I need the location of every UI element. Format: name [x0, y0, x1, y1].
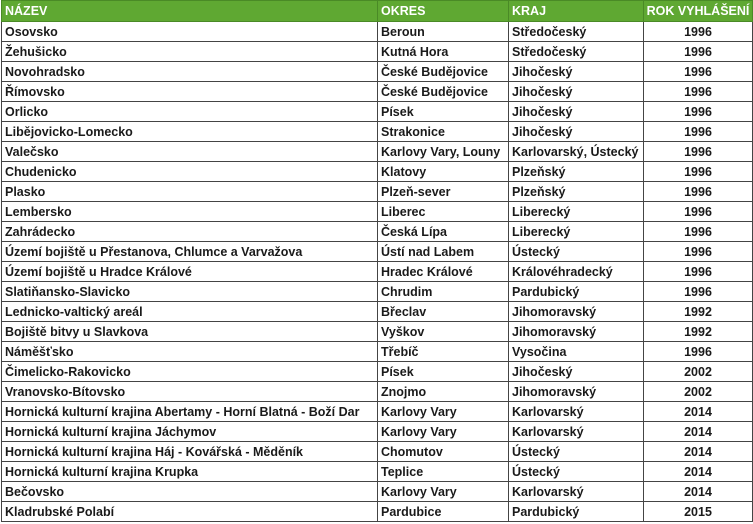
table-row — [2, 482, 753, 502]
cell-rok[interactable]: 1996 — [644, 42, 753, 62]
cell-nazev[interactable]: Slatiňansko-Slavicko — [2, 282, 378, 302]
table-row — [2, 102, 753, 122]
cell-nazev[interactable]: Římovsko — [2, 82, 378, 102]
cell-okres[interactable]: Hradec Králové — [378, 262, 509, 282]
cell-rok[interactable]: 1996 — [644, 102, 753, 122]
cell-nazev[interactable]: Bečovsko — [2, 482, 378, 502]
table-row — [2, 202, 753, 222]
cell-okres[interactable]: Karlovy Vary — [378, 422, 509, 442]
cell-rok[interactable]: 2015 — [644, 502, 753, 522]
cell-okres[interactable]: Karlovy Vary, Louny — [378, 142, 509, 162]
table-row — [2, 342, 753, 362]
table-row — [2, 462, 753, 482]
cell-kraj[interactable]: Jihočeský — [509, 82, 644, 102]
cell-okres[interactable]: Karlovy Vary — [378, 482, 509, 502]
table-row — [2, 222, 753, 242]
table-row — [2, 142, 753, 162]
cell-kraj[interactable]: Středočeský — [509, 22, 644, 42]
cell-nazev[interactable]: Bojiště bitvy u Slavkova — [2, 322, 378, 342]
table-row — [2, 502, 753, 522]
header-nazev[interactable]: NÁZEV — [2, 1, 378, 22]
cell-kraj[interactable]: Karlovarský — [509, 422, 644, 442]
cell-rok[interactable]: 1996 — [644, 122, 753, 142]
cell-okres[interactable]: České Budějovice — [378, 82, 509, 102]
table-row — [2, 302, 753, 322]
cell-rok[interactable]: 1996 — [644, 162, 753, 182]
cell-kraj[interactable]: Plzeňský — [509, 182, 644, 202]
cell-nazev[interactable]: Hornická kulturní krajina Jáchymov — [2, 422, 378, 442]
cell-rok[interactable]: 2014 — [644, 462, 753, 482]
cell-rok[interactable]: 1992 — [644, 302, 753, 322]
cell-kraj[interactable]: Karlovarský — [509, 402, 644, 422]
table-row — [2, 82, 753, 102]
cell-okres[interactable]: Liberec — [378, 202, 509, 222]
cell-kraj[interactable]: Ústecký — [509, 442, 644, 462]
cell-okres[interactable]: Klatovy — [378, 162, 509, 182]
cell-nazev[interactable]: Valečsko — [2, 142, 378, 162]
cell-okres[interactable]: Plzeň-sever — [378, 182, 509, 202]
header-row — [2, 1, 753, 22]
header-kraj[interactable]: KRAJ — [509, 1, 644, 22]
cell-nazev[interactable]: Kladrubské Polabí — [2, 502, 378, 522]
cell-okres[interactable]: Strakonice — [378, 122, 509, 142]
cell-nazev[interactable]: Lednicko-valtický areál — [2, 302, 378, 322]
cell-nazev[interactable]: Orlicko — [2, 102, 378, 122]
cell-kraj[interactable]: Jihomoravský — [509, 382, 644, 402]
cell-nazev[interactable]: Plasko — [2, 182, 378, 202]
cell-nazev[interactable]: Libějovicko-Lomecko — [2, 122, 378, 142]
cell-rok[interactable]: 1996 — [644, 62, 753, 82]
cell-nazev[interactable]: Vranovsko-Bítovsko — [2, 382, 378, 402]
table-row — [2, 422, 753, 442]
cell-okres[interactable]: Třebíč — [378, 342, 509, 362]
table-row — [2, 22, 753, 42]
cell-rok[interactable]: 2002 — [644, 382, 753, 402]
table-row — [2, 42, 753, 62]
cell-rok[interactable]: 1996 — [644, 182, 753, 202]
cell-kraj[interactable]: Liberecký — [509, 202, 644, 222]
table-row — [2, 262, 753, 282]
cell-kraj[interactable]: Královéhradecký — [509, 262, 644, 282]
table-row — [2, 122, 753, 142]
cell-kraj[interactable]: Ústecký — [509, 242, 644, 262]
cell-okres[interactable]: Znojmo — [378, 382, 509, 402]
cell-kraj[interactable]: Pardubický — [509, 502, 644, 522]
table-row — [2, 62, 753, 82]
cell-okres[interactable]: Ústí nad Labem — [378, 242, 509, 262]
cell-okres[interactable]: Kutná Hora — [378, 42, 509, 62]
cell-kraj[interactable]: Jihočeský — [509, 62, 644, 82]
cell-kraj[interactable]: Vysočina — [509, 342, 644, 362]
table-row — [2, 242, 753, 262]
cell-rok[interactable]: 2014 — [644, 422, 753, 442]
cell-kraj[interactable]: Liberecký — [509, 222, 644, 242]
cell-rok[interactable]: 1996 — [644, 262, 753, 282]
table-row — [2, 382, 753, 402]
cell-kraj[interactable]: Jihočeský — [509, 122, 644, 142]
cell-kraj[interactable]: Ústecký — [509, 462, 644, 482]
cell-rok[interactable]: 2014 — [644, 442, 753, 462]
cell-rok[interactable]: 1996 — [644, 242, 753, 262]
cell-nazev[interactable]: Náměšťsko — [2, 342, 378, 362]
cell-kraj[interactable]: Jihomoravský — [509, 302, 644, 322]
cell-rok[interactable]: 1996 — [644, 202, 753, 222]
cell-rok[interactable]: 1996 — [644, 282, 753, 302]
cell-kraj[interactable]: Středočeský — [509, 42, 644, 62]
header-rok-vyhlaseni[interactable]: ROK VYHLÁŠENÍ — [644, 1, 753, 22]
cell-nazev[interactable]: Území bojiště u Přestanova, Chlumce a Varvažova — [2, 242, 378, 262]
cell-rok[interactable]: 1996 — [644, 222, 753, 242]
cell-nazev[interactable]: Hornická kulturní krajina Krupka — [2, 462, 378, 482]
cell-nazev[interactable]: Novohradsko — [2, 62, 378, 82]
table-body — [2, 22, 753, 522]
cell-nazev[interactable]: Hornická kulturní krajina Háj - Kovářská - Měděník — [2, 442, 378, 462]
cell-kraj[interactable]: Pardubický — [509, 282, 644, 302]
cell-kraj[interactable]: Jihočeský — [509, 102, 644, 122]
table-row — [2, 322, 753, 342]
cell-nazev[interactable]: Území bojiště u Hradce Králové — [2, 262, 378, 282]
cell-nazev[interactable]: Lembersko — [2, 202, 378, 222]
cell-rok[interactable]: 2014 — [644, 402, 753, 422]
cell-kraj[interactable]: Karlovarský — [509, 482, 644, 502]
table-row — [2, 182, 753, 202]
cell-okres[interactable]: Pardubice — [378, 502, 509, 522]
cell-nazev[interactable]: Čimelicko-Rakovicko — [2, 362, 378, 382]
table-row — [2, 282, 753, 302]
cell-okres[interactable]: Břeclav — [378, 302, 509, 322]
cell-rok[interactable]: 2014 — [644, 482, 753, 502]
cell-kraj[interactable]: Karlovarský, Ústecký — [509, 142, 644, 162]
table-row — [2, 362, 753, 382]
cell-rok[interactable]: 1996 — [644, 142, 753, 162]
header-okres[interactable]: OKRES — [378, 1, 509, 22]
cell-okres[interactable]: Chomutov — [378, 442, 509, 462]
cell-kraj[interactable]: Jihočeský — [509, 362, 644, 382]
cell-okres[interactable]: Karlovy Vary — [378, 402, 509, 422]
cell-okres[interactable]: Beroun — [378, 22, 509, 42]
cell-rok[interactable]: 1992 — [644, 322, 753, 342]
cell-nazev[interactable]: Osovsko — [2, 22, 378, 42]
cell-okres[interactable]: Česká Lípa — [378, 222, 509, 242]
cell-kraj[interactable]: Plzeňský — [509, 162, 644, 182]
cell-okres[interactable]: České Budějovice — [378, 62, 509, 82]
cell-okres[interactable]: Chrudim — [378, 282, 509, 302]
cell-nazev[interactable]: Žehušicko — [2, 42, 378, 62]
cell-kraj[interactable]: Jihomoravský — [509, 322, 644, 342]
cell-rok[interactable]: 1996 — [644, 342, 753, 362]
cell-nazev[interactable]: Zahrádecko — [2, 222, 378, 242]
cell-nazev[interactable]: Chudenicko — [2, 162, 378, 182]
cell-okres[interactable]: Písek — [378, 362, 509, 382]
table-row — [2, 442, 753, 462]
cell-rok[interactable]: 1996 — [644, 82, 753, 102]
landscape-zones-table — [1, 0, 753, 522]
cell-okres[interactable]: Písek — [378, 102, 509, 122]
table-row — [2, 162, 753, 182]
cell-okres[interactable]: Teplice — [378, 462, 509, 482]
cell-rok[interactable]: 2002 — [644, 362, 753, 382]
cell-nazev[interactable]: Hornická kulturní krajina Abertamy - Horní Blatná - Boží Dar — [2, 402, 378, 422]
cell-rok[interactable]: 1996 — [644, 22, 753, 42]
table-row — [2, 402, 753, 422]
cell-okres[interactable]: Vyškov — [378, 322, 509, 342]
